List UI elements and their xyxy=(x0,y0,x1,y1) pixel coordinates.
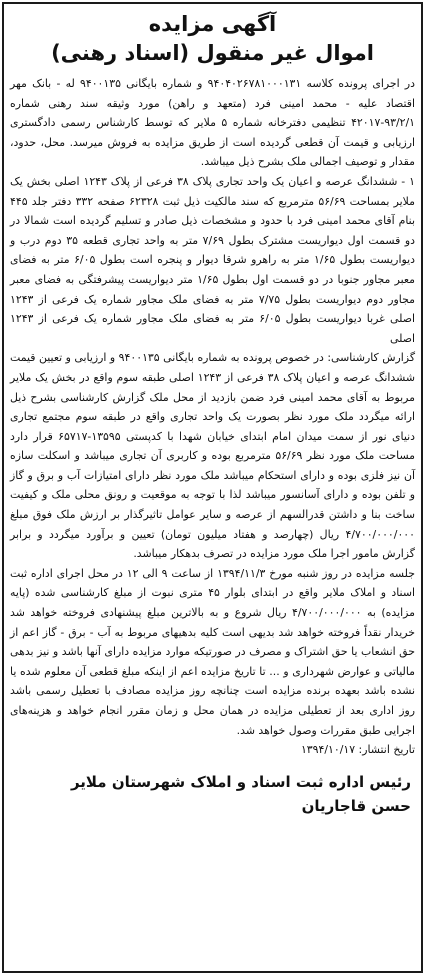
signature-org: رئیس اداره ثبت اسناد و املاک شهرستان ملایر xyxy=(70,772,411,791)
notice-subtitle: اموال غیر منقول (اسناد رهنی) xyxy=(51,41,374,65)
property-description: ۱ - ششدانگ عرصه و اعیان یک واحد تجاری پلاک ۳۸ فرعی از پلاک ۱۲۴۳ اصلی بخش یک ملایر بمساحت ۵۶/۶۹ مترمربع که سند مالکیت ذیل ثبت ۶۲۳۲۸ صفحه ۳۳۲ دفتر جلد ۴۴۵ بنام آقای محمد امینی فرد با حدود و مشخصات ذیل صادر و تسلیم گردیده است شمالا در دو قسمت اول دیواریست مشترک بطول ۷/۶۹ متر به واحد تجاری قطعه ۳۵ دوم درب و دیواریست بطول ۱/۶۵ متر به راهرو شرقا دیوار و پنجره است بطول ۶/۰۵ متر به فضای معبر مجاور جنوبا در دو قسمت اول بطول ۱/۶۵ متر دیواریست پیشرفتگی به فضای معبر مجاور دوم دیواریست بطول ۷/۷۵ متر به فضای ملک مجاور شماره یک فرعی از ۱۲۴۳ اصلی غربا دیواریست بطول ۶/۰۵ متر به فضای ملک مجاور شماره یک فرعی از ۱۲۴۳ اصلی xyxy=(10,174,416,345)
auction-notice xyxy=(2,2,423,973)
publish-date: تاریخ انتشار: ۱۳۹۴/۱۰/۱۷ xyxy=(300,743,415,757)
expert-report: گزارش کارشناسی: در خصوص پرونده به شماره بایگانی ۹۴۰۰۱۳۵ و ارزیابی و تعیین قیمت ششدانگ عرصه و اعیان پلاک ۳۸ فرعی از ۱۲۴۳ اصلی طبقه سوم واقع در بخش یک ملایر مربوط به آقای محمد امینی فرد ضمن بازدید از محل ملک گزارش کارشناسی بشرح ذیل ارائه میگردد ملک مورد نظر بصورت یک واحد تجاری واقع در طبقه سوم مجتمع تجاری دنیای نور از سمت میدان امام ابتدای خیابان شهدا با کدپستی ۱۳۵۹۵-۶۵۷۱۷ قرار دارد مساحت ملک مورد نظر ۵۶/۶۹ مترمربع بوده و کاربری آن تجاری میباشد و اسکلت سازه آن نیز فلزی بوده و دارای استحکام میباشد ملک مورد نظر دارای امتیازات آب و برق و گاز و تلفن بوده و دارای آسانسور میباشد لذا با توجه به موقعیت و رونق محلی ملک و کیفیت ساخت بنا و داشتن قدرالسهم از عرصه و سایر عوامل تاثیرگذار بر ارزش ملک فوق مبلغ ۴/۷۰۰/۰۰۰/۰۰۰ ریال (چهارصد و هفتاد میلیون تومان) تعیین و برآورد میگردد و برابر گزارش مامور اجرا ملک مورد مزایده در تصرف بدهکار میباشد. xyxy=(10,351,416,561)
signature-name: حسن قاجاریان xyxy=(301,796,411,815)
auction-session-terms: جلسه مزایده در روز شنبه مورخ ۱۳۹۴/۱۱/۳ از ساعت ۹ الی ۱۲ در محل اجرای اداره ثبت اسناد و املاک ملایر واقع در ابتدای بلوار ۴۵ متری نبوت از مبلغ کارشناسی شده (پایه مزایده) به ۴/۷۰۰/۰۰۰/۰۰۰ ریال شروع و به بالاترین مبلغ پیشنهادی فروخته خواهد شد خریدار نقداً فروخته خواهد شد بدیهی است کلیه بدهیهای مربوط به آب - برق - گاز اعم از حق انشعاب یا حق اشتراک و مصرف در صورتیکه موارد مزایده دارای آنها باشد و نیز بدهی مالیاتی و عوارض شهرداری و ... تا تاریخ مزایده اعم از اینکه مبلغ قطعی آن معلوم شده یا نشده باشد بعهده برنده مزایده است چنانچه روز مزایده مصادف با تعطیل رسمی باشد روز اداری بعد از تعطیلی مزایده در همان محل و زمان مقرر انجام خواهد و هزینه‌های اجرایی طبق مقررات وصول خواهد شد. xyxy=(10,566,415,737)
signature-block xyxy=(10,770,415,818)
notice-title: آگهی مزایده xyxy=(148,12,277,36)
intro-paragraph: در اجرای پرونده کلاسه ۹۴۰۴۰۲۶۷۸۱۰۰۰۱۳۱ و شماره بایگانی ۹۴۰۰۱۳۵ له - بانک مهر اقتصاد علیه - محمد امینی فرد (متعهد و راهن) مورد وثیقه سند رهنی شماره ۹۳/۲/۱-۴۲۰۱۷ تنظیمی دفترخانه شماره ۵ ملایر که توسط کارشناس رسمی دادگستری ارزیابی و قیمت آن قطعی گردیده است از طریق مزایده به فروش میرسد. محل، حدود، مقدار و توصیف اجمالی ملک بشرح ذیل میباشد. xyxy=(10,77,415,169)
